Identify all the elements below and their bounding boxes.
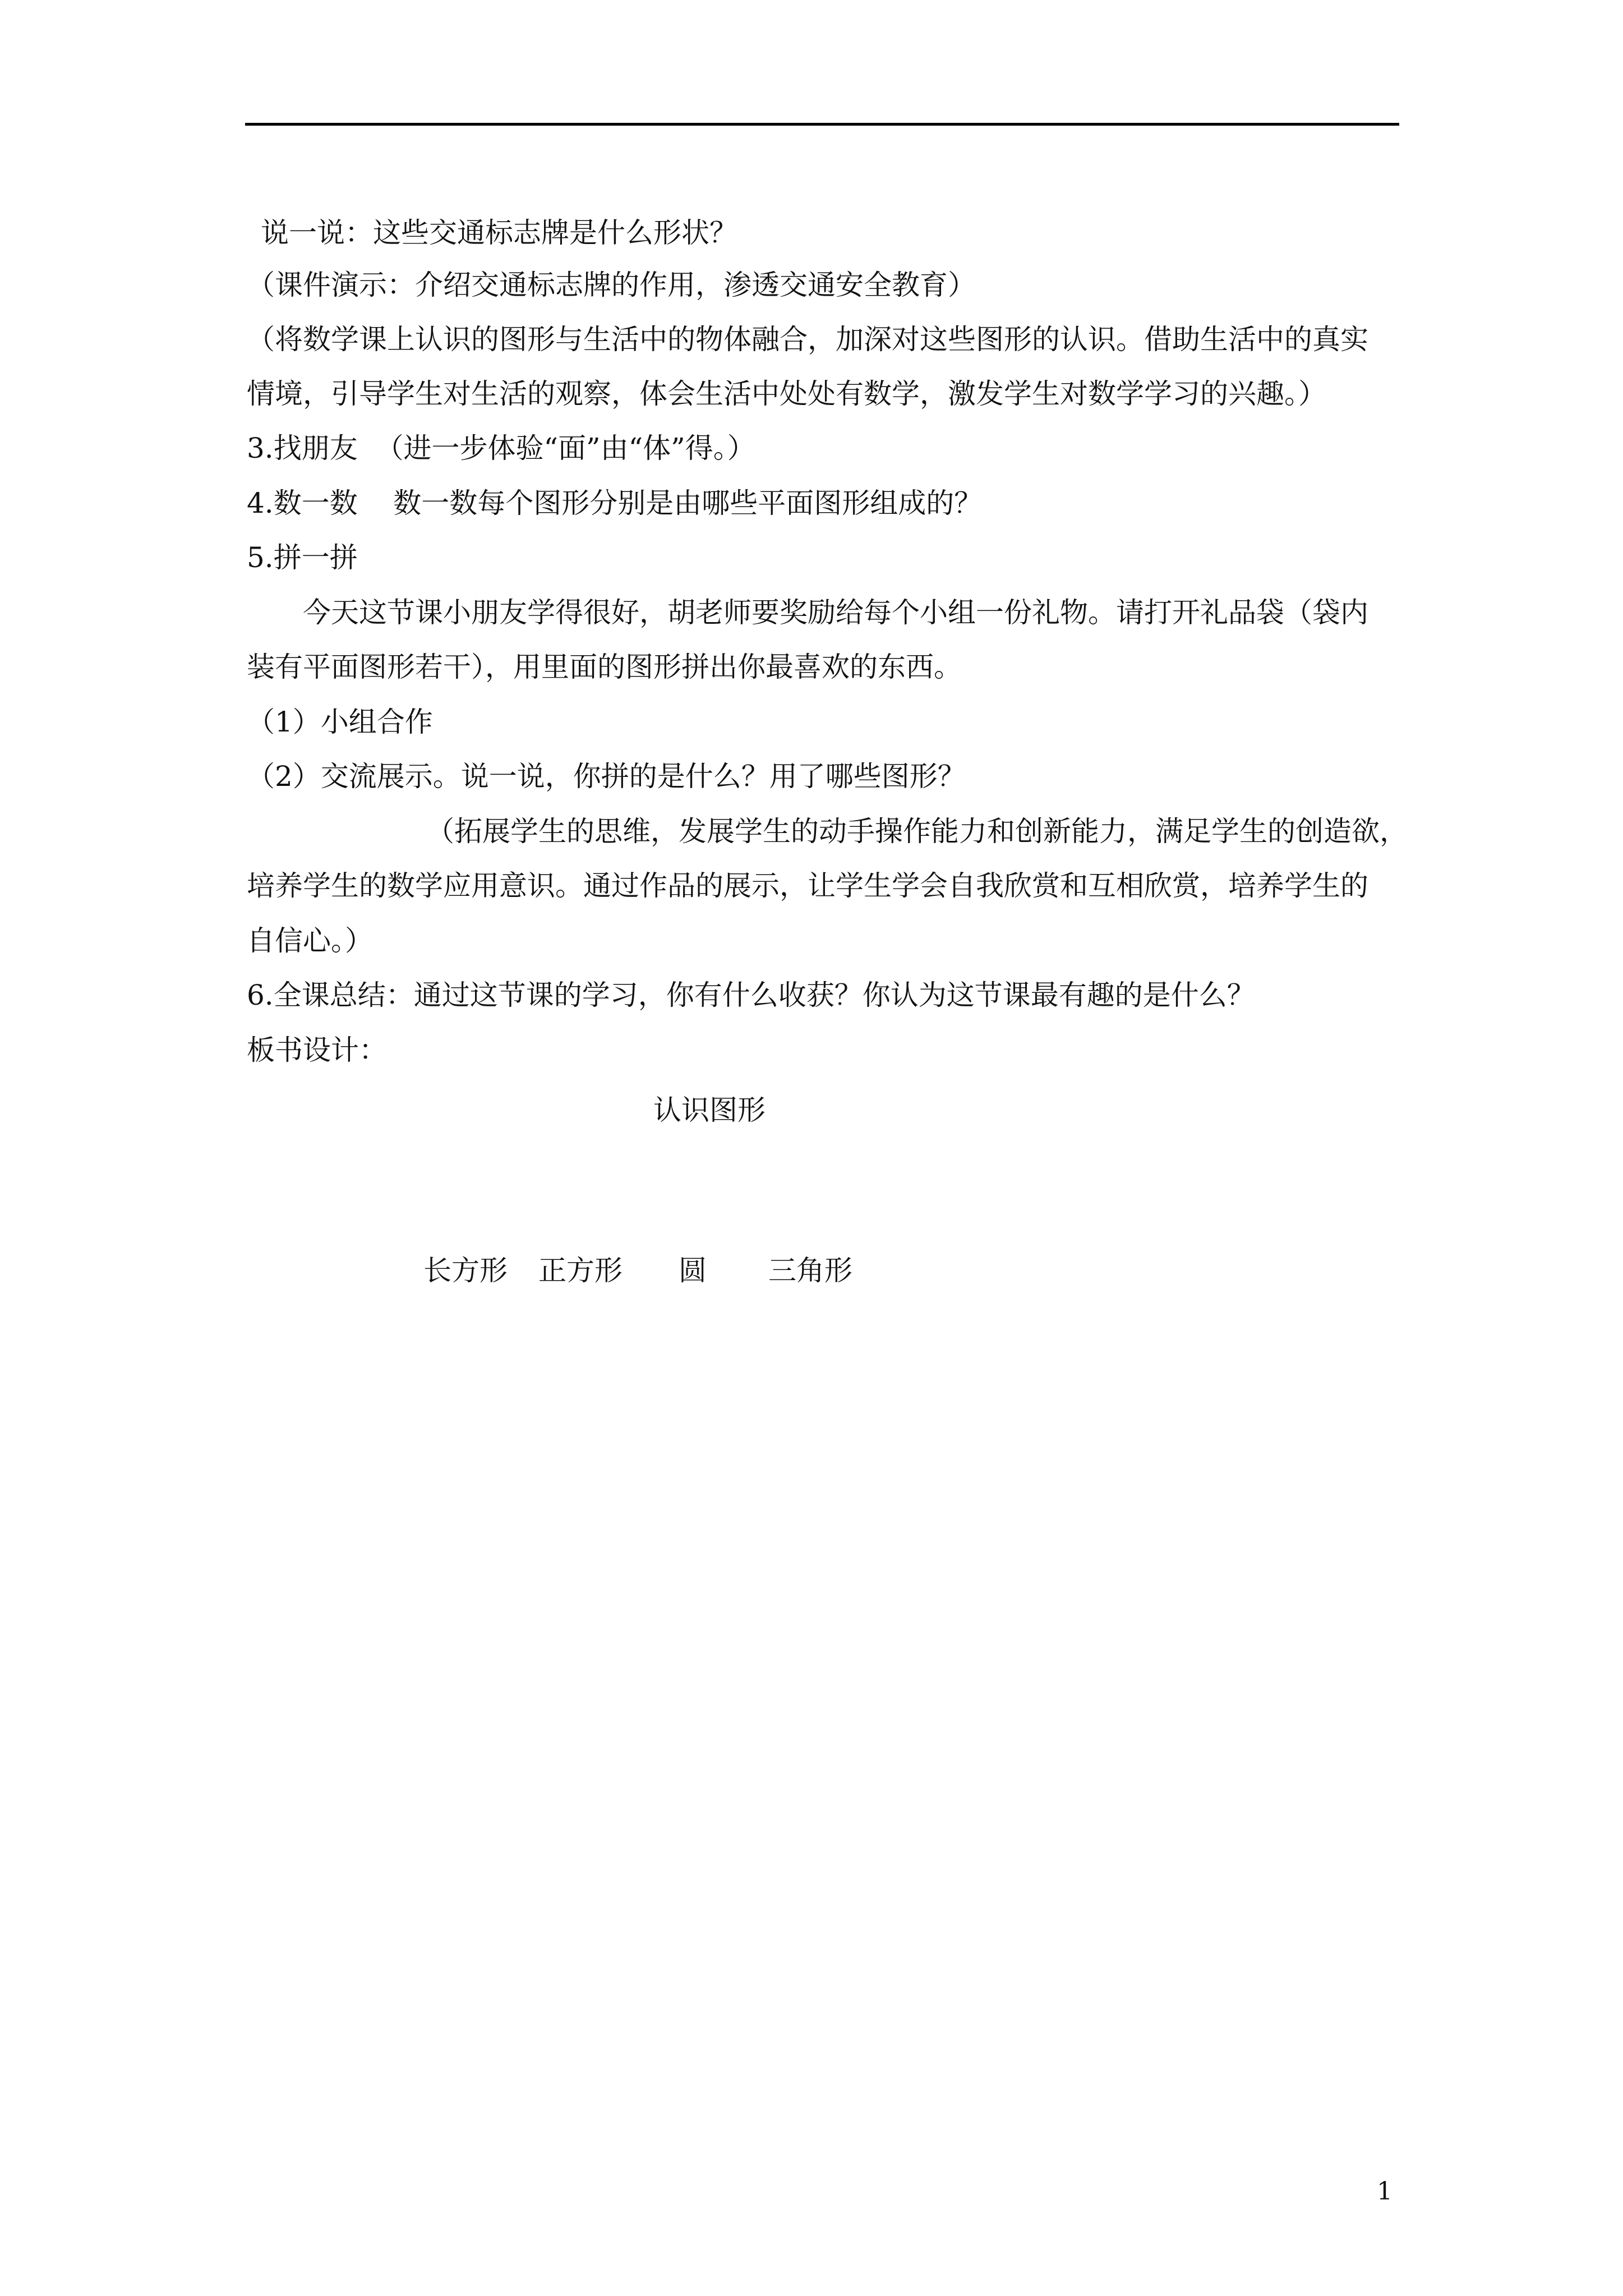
board-shape-circle: 圆: [679, 1254, 707, 1287]
text-line-1: 说一说：这些交通标志牌是什么形状？: [261, 217, 737, 249]
text-line-6: 4.数一数 数一数每个图形分别是由哪些平面图形组成的？: [247, 487, 983, 519]
board-title: 认识图形: [653, 1094, 766, 1126]
text-line-12: （拓展学生的思维，发展学生的动手操作能力和创新能力，满足学生的创造欲，: [426, 815, 1408, 848]
board-shape-rectangle: 长方形: [423, 1254, 508, 1287]
text-line-9: 装有平面图形若干），用里面的图形拼出你最喜欢的东西。: [247, 651, 962, 683]
text-line-14: 自信心。）: [247, 924, 373, 957]
text-line-16: 板书设计：: [247, 1034, 387, 1066]
text-line-10: （1）小组合作: [247, 706, 433, 738]
board-shape-triangle: 三角形: [768, 1254, 852, 1287]
text-line-5: 3.找朋友 （进一步体验“面”由“体”得。）: [247, 432, 755, 464]
page-number: 1: [1377, 2177, 1393, 2206]
text-line-7: 5.拼一拼: [247, 541, 358, 574]
text-line-11: （2）交流展示。说一说，你拼的是什么？用了哪些图形？: [247, 760, 966, 793]
text-line-3: （将数学课上认识的图形与生活中的物体融合，加深对这些图形的认识。借助生活中的真实: [247, 323, 1368, 356]
text-line-13: 培养学生的数学应用意识。通过作品的展示，让学生学会自我欣赏和互相欣赏，培养学生的: [247, 869, 1368, 902]
text-line-8: 今天这节课小朋友学得很好，胡老师要奖励给每个小组一份礼物。请打开礼品袋（袋内: [303, 596, 1368, 629]
text-line-15: 6.全课总结：通过这节课的学习，你有什么收获？你认为这节课最有趣的是什么？: [247, 979, 1255, 1011]
text-line-4: 情境，引导学生对生活的观察，体会生活中处处有数学，激发学生对数学学习的兴趣。）: [247, 378, 1326, 410]
header-rule: [245, 123, 1399, 126]
board-shape-square: 正方形: [538, 1254, 623, 1287]
text-line-2: （课件演示：介绍交通标志牌的作用，渗透交通安全教育）: [247, 269, 976, 301]
